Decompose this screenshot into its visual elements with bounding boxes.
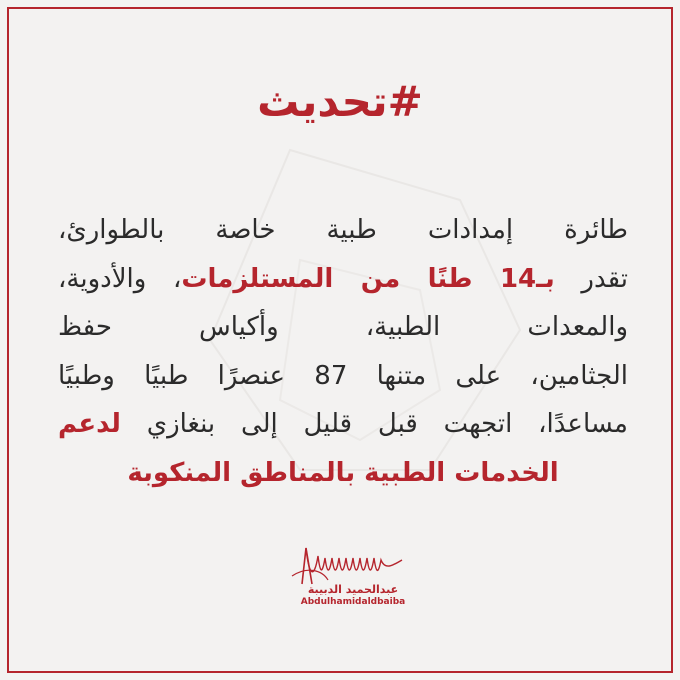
body-line [58,206,628,255]
body-text-segment: والمعدات الطبية، وأكياس حفظ [58,312,628,342]
body-line [58,449,628,498]
highlighted-text: الخدمات الطبية بالمناطق المنكوبة [127,457,559,488]
highlighted-text: لدعم [58,409,121,439]
body-line [58,352,628,401]
body-text-segment: تقدر [554,263,629,294]
post-body-text [58,206,628,497]
body-line [58,400,628,449]
logo-name-arabic: عبدالحميد الدبيبة [307,583,399,596]
signature-graphic [262,536,418,586]
body-text-segment: الجثامين، على متنها 87 عنصرًا طبيًا وطبيًا [58,360,628,391]
logo-name-english: Abdulhamidaldbaiba [300,597,406,607]
body-line [58,255,628,304]
body-text-segment: مساعدًا، اتجهت قبل قليل إلى بنغازي [120,409,628,439]
body-text-segment: ، والأدوية، [58,263,182,294]
body-text-segment: طائرة إمدادات طبية خاصة بالطوارئ، [58,215,628,245]
highlighted-text: بـ14 طنًا من المستلزمات [181,263,555,294]
headline-hashtag: #تحديث [257,77,423,126]
body-line [58,303,628,352]
signature-logo [262,536,418,616]
